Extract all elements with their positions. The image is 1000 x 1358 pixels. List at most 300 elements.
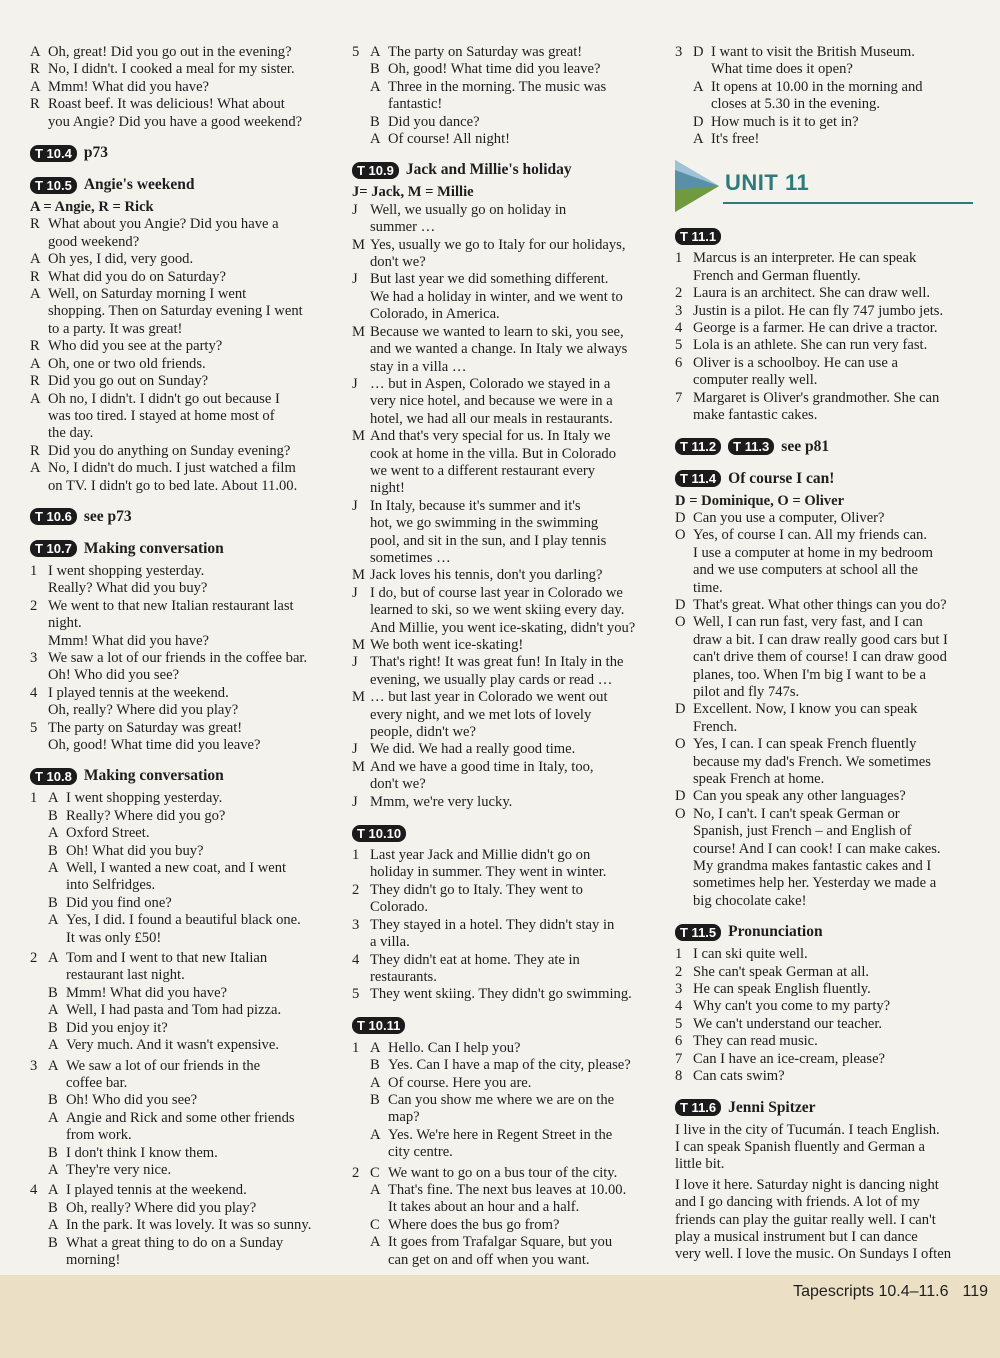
line-number: 5 [30, 719, 38, 736]
paragraph-line [675, 1212, 970, 1229]
script-line [352, 794, 652, 811]
line-text: Did you dance? [388, 113, 480, 130]
script-line [675, 131, 970, 148]
script-line [675, 96, 970, 113]
script-line [352, 934, 652, 951]
line-number [30, 580, 48, 597]
line-text: It opens at 10.00 in the morning and [711, 78, 923, 95]
line-text: I don't think I know them. [66, 1144, 218, 1161]
line-text: restaurants. [370, 968, 437, 985]
speaker-letter [352, 393, 370, 410]
script-line [675, 285, 970, 302]
speaker-letter: A [370, 1039, 381, 1056]
script-line [30, 1182, 330, 1199]
script-line [352, 1217, 652, 1234]
script-line [352, 1057, 652, 1074]
script-line [352, 306, 652, 323]
speaker-letter: A [370, 44, 381, 60]
line-text: They went skiing. They didn't go swimming. [370, 986, 632, 1003]
speaker-letter [352, 289, 370, 306]
line-number [352, 864, 370, 881]
speaker-letter [48, 1127, 66, 1144]
speaker-letter: D [693, 44, 704, 60]
speaker-letter: M [352, 689, 365, 706]
speaker-letter: D [693, 113, 704, 130]
speaker-letter [352, 359, 370, 376]
speaker-letter [48, 877, 66, 894]
paragraph-line [675, 1194, 970, 1211]
script-line [30, 985, 330, 1002]
track-tag: T 10.7 [30, 540, 77, 557]
script-line [30, 1217, 330, 1234]
speaker-letter [352, 707, 370, 724]
script-line [30, 338, 330, 355]
speaker-letter [30, 114, 48, 131]
script-line [352, 899, 652, 916]
script-line [352, 341, 652, 358]
speaker-letter: J [352, 375, 358, 392]
speaker-letter: M [352, 567, 365, 584]
speaker-letter: M [352, 323, 365, 340]
cast-list: A = Angie, R = Rick [30, 199, 154, 216]
script-line [30, 373, 330, 390]
script-line [675, 719, 970, 736]
script-line [352, 1109, 652, 1126]
paragraph-line [675, 1246, 970, 1263]
line-text: Oh, one or two old friends. [48, 355, 206, 372]
line-number: 3 [30, 649, 38, 666]
script-line [675, 407, 970, 424]
script-line [352, 359, 652, 376]
script-line [675, 597, 970, 614]
script-line [30, 1162, 330, 1179]
speaker-letter: C [370, 1164, 380, 1181]
speaker-letter: A [48, 1057, 59, 1074]
speaker-letter: R [30, 61, 40, 78]
line-number [30, 1217, 48, 1234]
speaker-letter: M [352, 637, 365, 653]
track-tag: T 11.3 [728, 438, 774, 455]
track-tag: T 11.4 [675, 470, 721, 487]
script-line [675, 667, 970, 684]
cast-list: D = Dominique, O = Oliver [675, 492, 845, 509]
line-text: I live in the city of Tucumán. I teach English. [675, 1121, 940, 1138]
section-title: Jack and Millie's holiday [405, 161, 572, 179]
line-number [30, 912, 48, 929]
line-text: Oh, good! What time did you leave? [48, 737, 261, 753]
section-title: see p73 [83, 507, 132, 525]
line-text: Where does the bus go from? [388, 1216, 560, 1233]
line-text: Can you speak any other languages? [693, 788, 906, 805]
line-text: night! [370, 480, 405, 497]
script-line [675, 964, 970, 981]
line-number [30, 1252, 48, 1269]
script-line [352, 776, 652, 793]
script-line [352, 202, 652, 219]
speaker-letter: R [30, 442, 40, 459]
line-text: Really? What did you buy? [48, 580, 208, 597]
line-text: people, didn't we? [370, 724, 476, 741]
line-text: We both went ice-skating! [370, 637, 524, 653]
column-3 [675, 44, 970, 1264]
speaker-letter: R [30, 373, 40, 390]
speaker-letter: A [48, 912, 59, 929]
line-number [30, 843, 48, 860]
speaker-letter: J [352, 201, 358, 218]
line-number [30, 633, 48, 650]
track-tag: T 10.4 [30, 145, 77, 162]
speaker-letter [675, 823, 693, 840]
line-text: Oliver is a schoolboy. He can use a [693, 354, 898, 371]
script-line [352, 79, 652, 96]
script-line [675, 771, 970, 788]
section-heading [352, 1016, 652, 1036]
script-line [30, 1092, 330, 1109]
script-line [30, 303, 330, 320]
line-text: Oh, good! What time did you leave? [388, 61, 601, 78]
speaker-letter: M [352, 236, 365, 253]
line-text: hot, we go swimming in the swimming [370, 515, 599, 532]
track-tag: T 10.5 [30, 177, 77, 194]
line-number [352, 1127, 370, 1144]
line-text: Really? Where did you go? [66, 807, 226, 824]
line-number: 2 [352, 881, 360, 898]
line-number: 8 [675, 1068, 683, 1085]
line-number [352, 1144, 370, 1161]
script-line [352, 376, 652, 393]
script-line [352, 567, 652, 584]
section-title: Of course I can! [728, 469, 835, 487]
line-text: little bit. [675, 1156, 725, 1173]
line-text: It's free! [711, 131, 760, 148]
script-line [30, 563, 330, 580]
line-number [352, 1075, 370, 1092]
line-text: closes at 5.30 in the evening. [711, 96, 881, 113]
line-text: and we use computers at school all the [693, 562, 918, 579]
track-tag: T 11.5 [675, 924, 721, 941]
speaker-letter [675, 632, 693, 649]
paragraph-line [675, 1156, 970, 1173]
line-number [30, 1020, 48, 1037]
line-text: I do, but of course last year in Colorado we [370, 584, 623, 601]
script-line [352, 411, 652, 428]
line-text: I use a computer at home in my bedroom [693, 544, 933, 561]
script-line [675, 1068, 970, 1085]
line-text: Yes, I can. I can speak French fluently [693, 736, 917, 753]
line-text: Why can't you come to my party? [693, 998, 891, 1015]
script-line [30, 667, 330, 684]
speaker-letter [352, 446, 370, 463]
script-line [30, 1002, 330, 1019]
script-line [352, 446, 652, 463]
line-text: I want to visit the British Museum. [711, 44, 915, 60]
script-line [352, 463, 652, 480]
script-line [30, 79, 330, 96]
script-line [352, 707, 652, 724]
speaker-letter: B [48, 1144, 58, 1161]
script-line [675, 823, 970, 840]
speaker-letter: A [48, 825, 59, 842]
line-number: 2 [675, 963, 683, 980]
script-line [30, 356, 330, 373]
line-text: Last year Jack and Millie didn't go on [370, 847, 591, 864]
section-heading [30, 539, 330, 559]
line-text: very nice hotel, and because we were in a [370, 393, 613, 410]
script-line [30, 251, 330, 268]
speaker-letter: D [675, 701, 686, 718]
speaker-letter: D [675, 509, 686, 526]
script-line [352, 1199, 652, 1216]
line-text: It takes about an hour and a half. [388, 1199, 580, 1216]
script-line [675, 303, 970, 320]
line-text: Mmm! What did you have? [48, 78, 210, 95]
paragraph-line [675, 1139, 970, 1156]
line-text: big chocolate cake! [693, 892, 807, 909]
speaker-letter [352, 219, 370, 236]
script-line [30, 391, 330, 408]
script-line [352, 219, 652, 236]
line-text: I went shopping yesterday. [66, 790, 223, 807]
speaker-letter: A [30, 44, 41, 60]
script-line [30, 650, 330, 667]
script-line [352, 986, 652, 1003]
line-number [352, 1217, 370, 1234]
script-line [30, 860, 330, 877]
line-text: They stayed in a hotel. They didn't stay in [370, 916, 615, 933]
line-number [30, 808, 48, 825]
line-text: and I go dancing with friends. A lot of my [675, 1194, 920, 1211]
script-line [30, 967, 330, 984]
line-number: 1 [30, 790, 38, 807]
line-text: can't drive them of course! I can draw good [693, 649, 947, 666]
line-text: Can you show me where we are on the [388, 1091, 615, 1108]
unit-rule [723, 202, 973, 204]
line-text: Can I have an ice-cream, please? [693, 1050, 886, 1067]
line-text: Laura is an architect. She can draw well. [693, 285, 931, 302]
speaker-letter [675, 875, 693, 892]
line-text: planes, too. When I'm big I want to be a [693, 666, 926, 683]
unit-banner [675, 160, 970, 212]
script-line [352, 637, 652, 654]
script-line [675, 390, 970, 407]
line-text: French and German fluently. [693, 267, 861, 284]
script-line [352, 44, 652, 61]
line-number: 6 [675, 1033, 683, 1050]
speaker-letter: A [48, 1109, 59, 1126]
script-line [352, 724, 652, 741]
script-line [675, 875, 970, 892]
line-text: We can't understand our teacher. [693, 1015, 883, 1032]
line-number [352, 1109, 370, 1126]
line-text: make fantastic cakes. [693, 407, 818, 424]
line-text: the day. [48, 425, 94, 442]
speaker-letter: R [30, 96, 40, 113]
line-text: draw a bit. I can draw really good cars but I [693, 631, 948, 648]
speaker-letter [675, 562, 693, 579]
line-text: hotel, we had all our meals in restaurants. [370, 410, 613, 427]
speaker-letter [370, 1252, 388, 1269]
line-text: Did you go out on Sunday? [48, 373, 209, 390]
script-line [352, 1092, 652, 1109]
line-text: Of course. Here you are. [388, 1074, 532, 1091]
script-line [30, 216, 330, 233]
line-text: I can ski quite well. [693, 946, 808, 963]
track-tag: T 10.11 [352, 1017, 405, 1034]
script-line [30, 950, 330, 967]
speaker-letter [30, 478, 48, 495]
line-text: … but in Aspen, Colorado we stayed in a [370, 375, 611, 392]
line-number [30, 1200, 48, 1217]
speaker-letter [352, 724, 370, 741]
section-heading [30, 766, 330, 786]
section-heading [675, 226, 970, 246]
script-line [30, 478, 330, 495]
track-tag: T 11.1 [675, 228, 721, 245]
line-text: French. [693, 718, 738, 735]
script-line [675, 510, 970, 527]
speaker-letter: A [370, 1126, 381, 1143]
script-line [352, 620, 652, 637]
script-line [352, 324, 652, 341]
script-line [352, 864, 652, 881]
line-text: What a great thing to do on a Sunday [66, 1234, 284, 1251]
speaker-letter [675, 649, 693, 666]
script-line [352, 741, 652, 758]
line-text: Because we wanted to learn to ski, you see, [370, 323, 624, 340]
line-text: Oh no, I didn't. I didn't go out because I [48, 390, 280, 407]
script-line [675, 527, 970, 544]
script-line [352, 237, 652, 254]
script-line [352, 1182, 652, 1199]
line-text: What time does it open? [711, 61, 853, 78]
column-2 [352, 44, 652, 1269]
line-text: evening, we usually play cards or read … [370, 671, 613, 688]
speaker-letter: B [48, 1092, 58, 1109]
speaker-letter: A [48, 1161, 59, 1178]
line-text: can get on and off when you want. [388, 1251, 590, 1268]
script-line [352, 882, 652, 899]
track-tag: T 10.9 [352, 162, 399, 179]
line-text: city centre. [388, 1144, 453, 1161]
script-line [352, 480, 652, 497]
script-line [30, 44, 330, 61]
speaker-letter: D [675, 596, 686, 613]
line-text: fantastic! [388, 96, 443, 113]
line-text: and we wanted a change. In Italy we always [370, 341, 628, 358]
script-line [30, 1252, 330, 1269]
line-text: learned to ski, so we went skiing every day. [370, 602, 625, 619]
script-line [352, 1075, 652, 1092]
line-number [675, 131, 693, 148]
line-number [352, 79, 370, 96]
script-line [675, 44, 970, 61]
speaker-letter: D [675, 788, 686, 805]
script-line [352, 952, 652, 969]
line-text: Oh, really? Where did you play? [66, 1199, 257, 1216]
script-line [352, 654, 652, 671]
speaker-letter [30, 425, 48, 442]
line-number [675, 372, 693, 389]
script-line [352, 61, 652, 78]
line-text: It goes from Trafalgar Square, but you [388, 1234, 613, 1251]
line-number: 3 [675, 302, 683, 319]
line-text: from work. [66, 1127, 132, 1144]
script-line [675, 893, 970, 910]
line-number [30, 1092, 48, 1109]
line-number [675, 407, 693, 424]
speaker-letter: R [30, 216, 40, 233]
speaker-letter: B [48, 842, 58, 859]
speaker-letter [48, 967, 66, 984]
line-text: I love it here. Saturday night is dancing night [675, 1176, 939, 1193]
speaker-letter: J [352, 497, 358, 514]
line-text: coffee bar. [66, 1074, 128, 1091]
speaker-letter: B [370, 61, 380, 78]
speaker-letter: A [48, 1217, 59, 1234]
script-line [30, 877, 330, 894]
speaker-letter: A [48, 1182, 59, 1199]
line-number: 2 [30, 950, 38, 967]
line-text: on TV. I didn't go to bed late. About 11.00. [48, 477, 298, 494]
script-line [30, 737, 330, 754]
line-number [352, 1182, 370, 1199]
script-line [675, 355, 970, 372]
line-text: map? [388, 1109, 420, 1126]
script-line [30, 615, 330, 632]
speaker-letter: A [693, 78, 704, 95]
line-text: Excellent. Now, I know you can speak [693, 701, 918, 718]
line-text: Colorado, in America. [370, 306, 500, 323]
speaker-letter: A [30, 355, 41, 372]
line-text: That's great. What other things can you do? [693, 596, 947, 613]
section-title: Making conversation [83, 767, 224, 785]
script-line [30, 321, 330, 338]
line-number: 5 [352, 986, 360, 1003]
script-line [30, 269, 330, 286]
line-number [352, 1092, 370, 1109]
line-text: cook at home in the villa. But in Colorado [370, 445, 617, 462]
script-line [675, 981, 970, 998]
script-line [30, 633, 330, 650]
paragraph-line [675, 1229, 970, 1246]
script-line [675, 614, 970, 631]
line-text: friends can play the guitar really well. I can't [675, 1211, 936, 1228]
line-text: Yes, usually we go to Italy for our holidays, [370, 236, 626, 253]
line-number [30, 877, 48, 894]
script-line [30, 1127, 330, 1144]
script-line [352, 585, 652, 602]
speaker-letter: R [30, 338, 40, 355]
track-tag: T 10.6 [30, 508, 77, 525]
line-number: 5 [352, 44, 360, 60]
section-title: Making conversation [83, 539, 224, 557]
speaker-letter [675, 893, 693, 910]
script-line [30, 114, 330, 131]
speaker-letter: A [30, 460, 41, 477]
line-number [30, 615, 48, 632]
line-text: What did you do on Saturday? [48, 268, 226, 285]
speaker-letter [352, 776, 370, 793]
speaker-letter: J [352, 654, 358, 671]
line-text: Spanish, just French – and English of [693, 823, 912, 840]
script-line [352, 917, 652, 934]
line-text: Mmm, we're very lucky. [370, 793, 513, 810]
speaker-letter: A [693, 131, 704, 148]
section-heading [675, 922, 970, 942]
line-number: 5 [675, 1015, 683, 1032]
line-text: time. [693, 579, 723, 596]
line-number [30, 1037, 48, 1054]
